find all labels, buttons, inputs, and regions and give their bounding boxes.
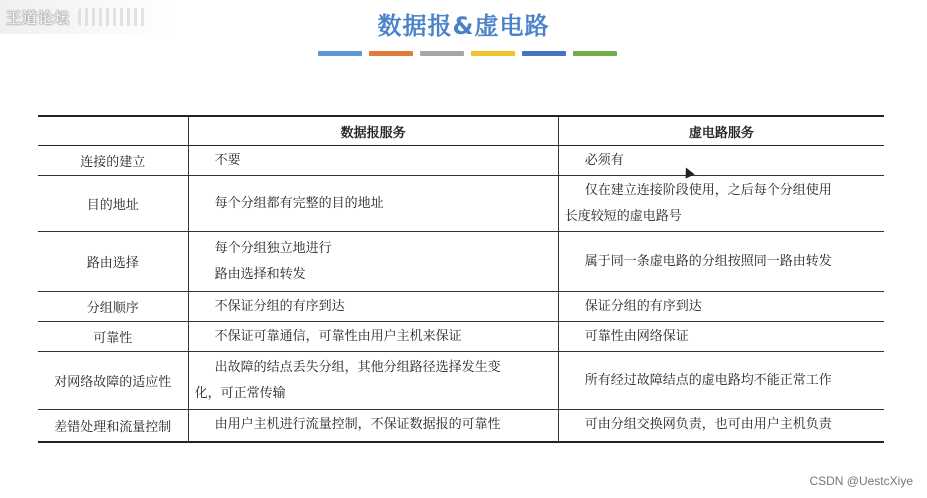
header-blank (38, 116, 188, 146)
table-row (38, 176, 884, 232)
datagram-cell (188, 292, 558, 322)
cell-text: 不保证分组的有序到达 (214, 298, 345, 314)
table-row (38, 410, 884, 442)
page-title: 数据报&虚电路 (377, 12, 550, 40)
cell-text: 不要 (214, 152, 241, 168)
csdn-watermark: CSDN @UestcXiye (809, 474, 913, 488)
table-row (38, 292, 884, 322)
cell-text: 每个分组都有完整的目的地址 (214, 195, 384, 211)
cell-text: 必须有 (584, 152, 624, 168)
cell-text: 仅在建立连接阶段使用，之后每个分组使用 (584, 182, 832, 198)
datagram-cell (188, 322, 558, 352)
table-row (38, 352, 884, 410)
accent-color-bar (318, 51, 617, 56)
vc-cell (558, 176, 884, 232)
datagram-cell (188, 146, 558, 176)
accent-bar-4 (471, 51, 515, 56)
comparison-table (38, 115, 884, 443)
cell-text: 化，可正常传输 (194, 385, 286, 401)
datagram-cell (188, 352, 558, 410)
table-row (38, 146, 884, 176)
header-virtual-circuit: 虚电路服务 (558, 116, 884, 146)
table-row (38, 232, 884, 292)
header-datagram: 数据报服务 (188, 116, 558, 146)
cell-text: 每个分组独立地进行 (214, 240, 332, 256)
table-row (38, 322, 884, 352)
vc-cell (558, 232, 884, 292)
logo-text: 王道论坛 (6, 8, 71, 27)
accent-bar-2 (369, 51, 413, 56)
vc-cell (558, 322, 884, 352)
accent-bar-1 (318, 51, 362, 56)
row-label: 可靠性 (38, 322, 188, 352)
cell-text: 不保证可靠通信，可靠性由用户主机来保证 (214, 328, 462, 344)
vc-cell (558, 146, 884, 176)
cell-text: 出故障的结点丢失分组，其他分组路径选择发生变 (214, 359, 501, 375)
cell-text: 保证分组的有序到达 (584, 298, 702, 314)
table-header-row (38, 116, 884, 146)
accent-bar-3 (420, 51, 464, 56)
datagram-cell (188, 176, 558, 232)
vc-cell (558, 410, 884, 442)
cell-text: 长度较短的虚电路号 (564, 208, 682, 224)
cell-text: 路由选择和转发 (214, 266, 306, 282)
row-label: 差错处理和流量控制 (38, 410, 188, 442)
vc-cell (558, 292, 884, 322)
datagram-cell (188, 232, 558, 292)
row-label: 分组顺序 (38, 292, 188, 322)
cell-text: 所有经过故障结点的虚电路均不能正常工作 (584, 372, 832, 388)
row-label: 路由选择 (38, 232, 188, 292)
datagram-cell (188, 410, 558, 442)
cell-text: 属于同一条虚电路的分组按照同一路由转发 (584, 253, 832, 269)
accent-bar-6 (573, 51, 617, 56)
vc-cell (558, 352, 884, 410)
cell-text: 可靠性由网络保证 (584, 328, 689, 344)
cell-text: 由用户主机进行流量控制，不保证数据报的可靠性 (214, 417, 501, 433)
row-label: 目的地址 (38, 176, 188, 232)
row-label: 连接的建立 (38, 146, 188, 176)
row-label: 对网络故障的适应性 (38, 352, 188, 410)
cell-text: 可由分组交换网负责，也可由用户主机负责 (584, 417, 832, 433)
accent-bar-5 (522, 51, 566, 56)
